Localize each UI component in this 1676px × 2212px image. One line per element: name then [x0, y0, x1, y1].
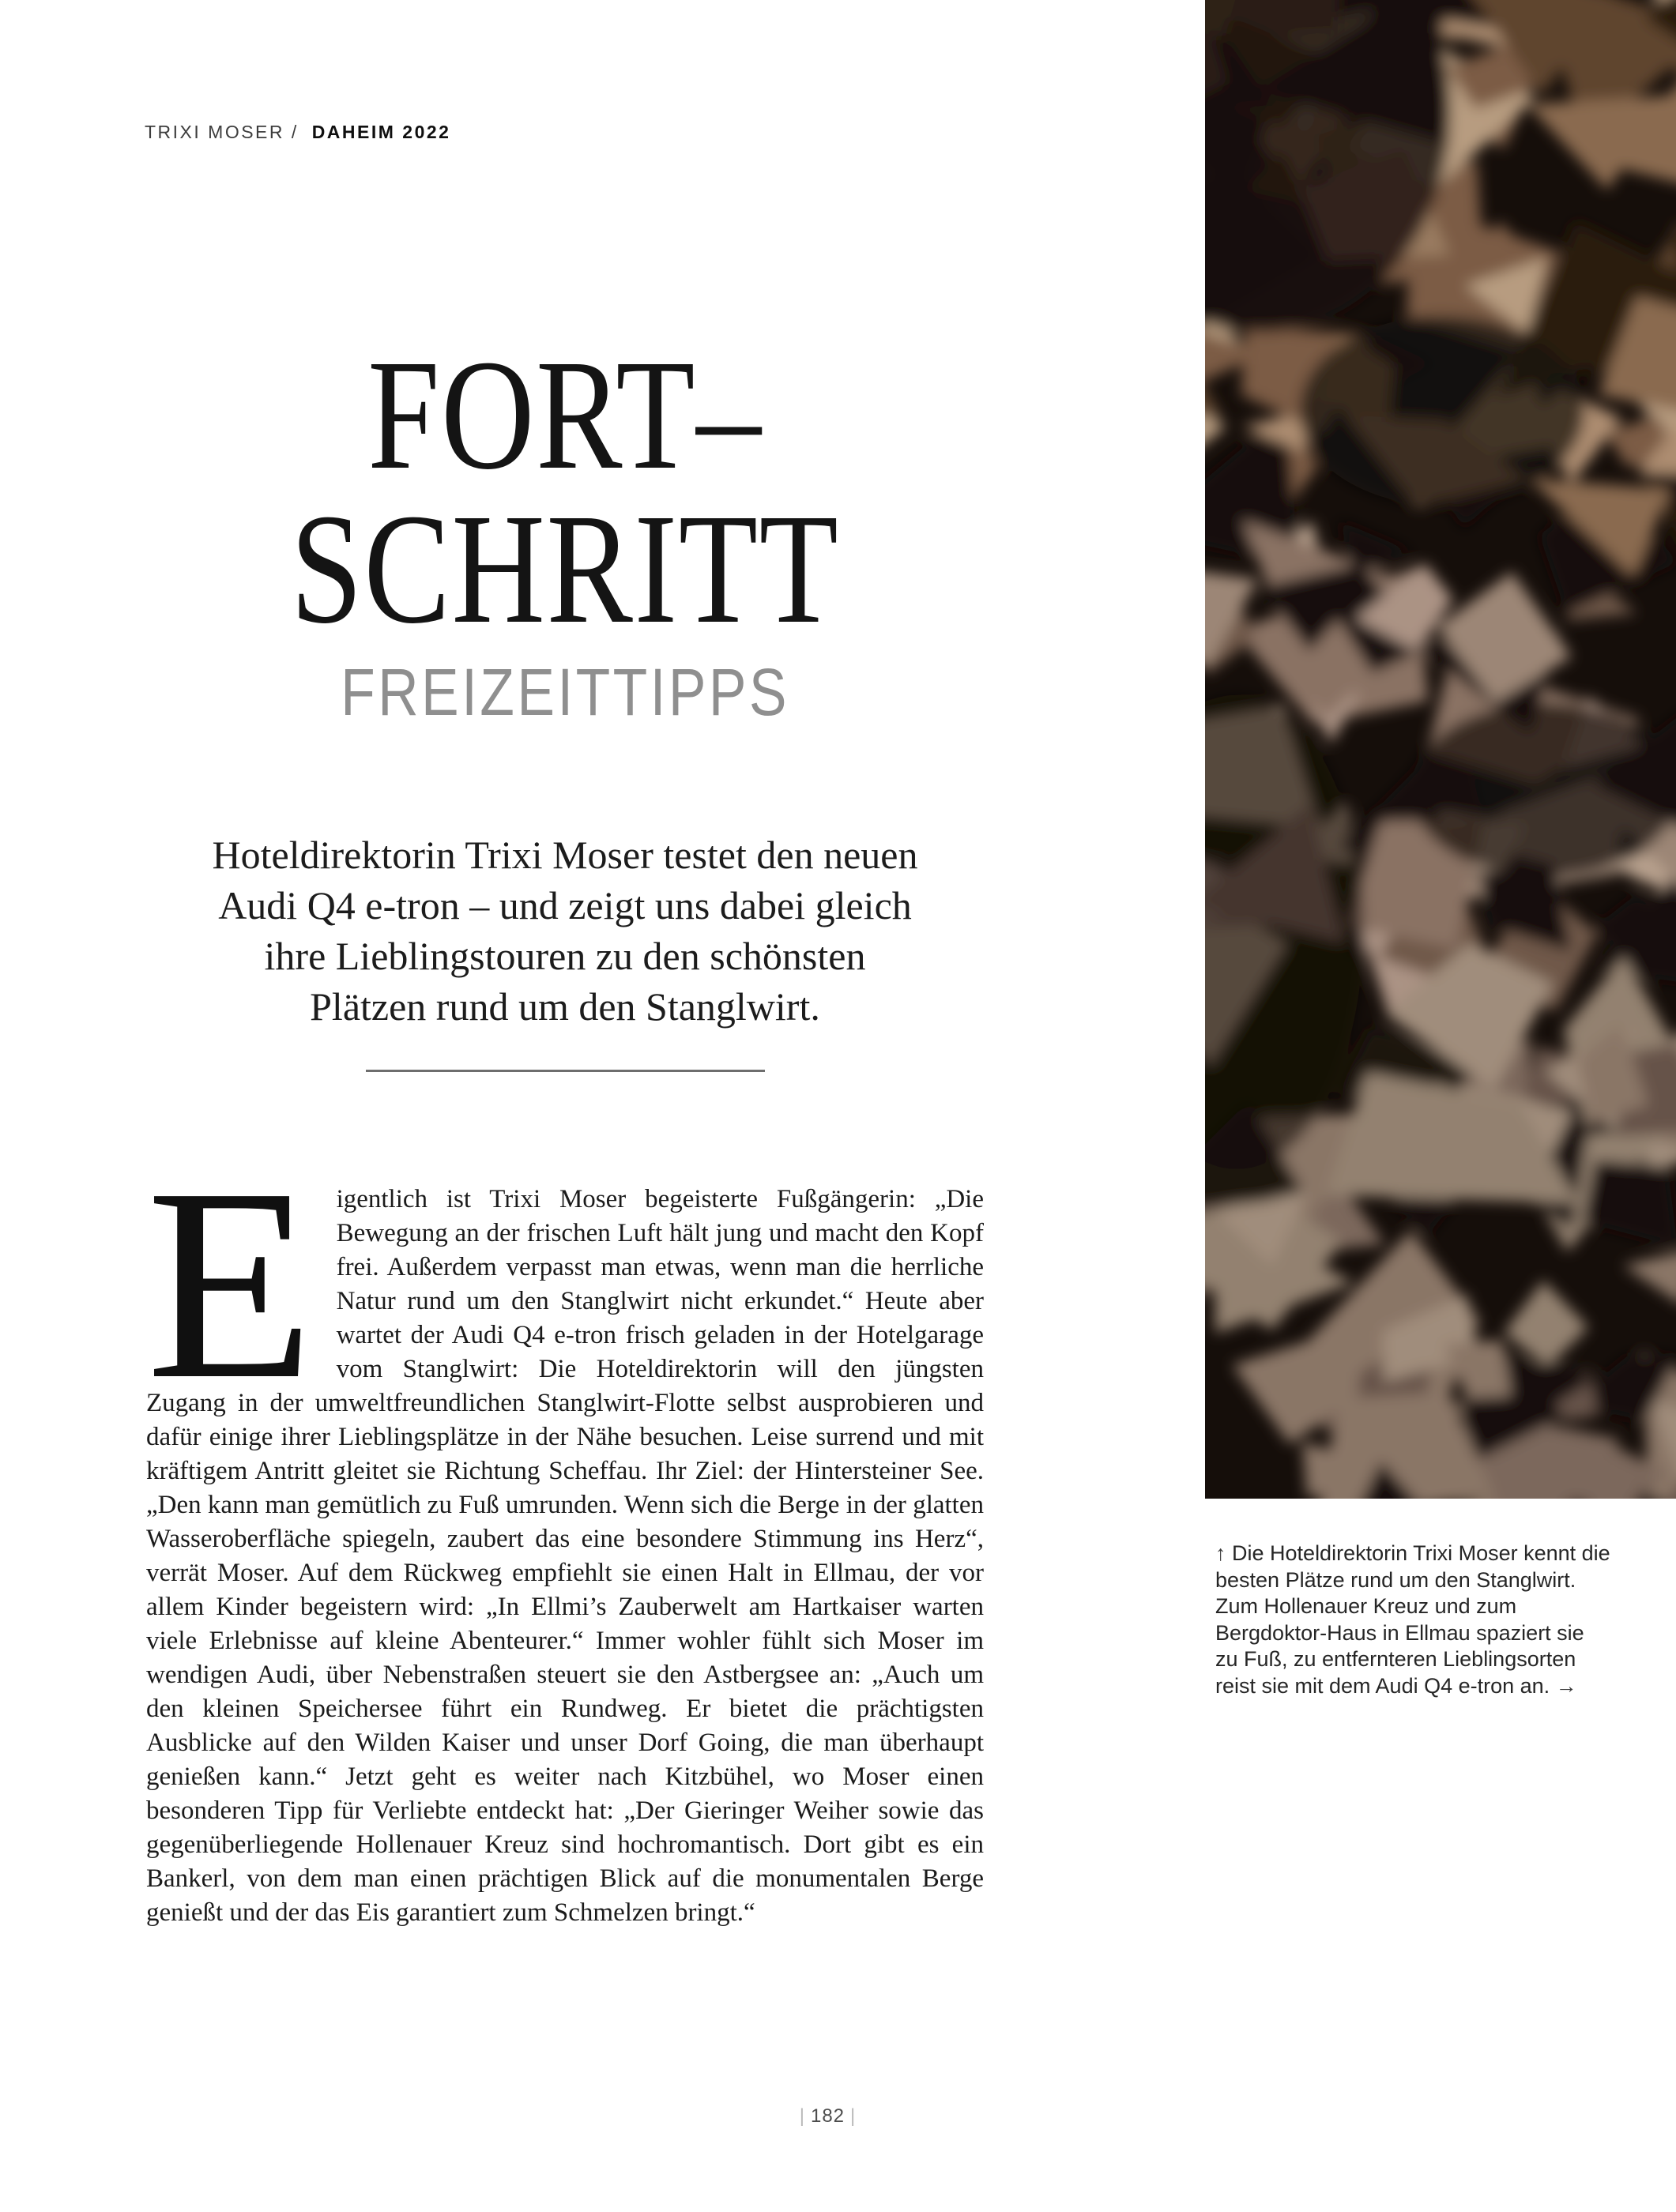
page-header [145, 120, 450, 144]
article-text: igentlich ist Trixi Moser begeisterte Fußgängerin: „Die Bewegung an der frischen Luft hält jung und macht den Kopf frei. Außerdem verpasst man etwas, wenn man die herrliche Natur rund um den Stanglwirt nicht erkundet.“ Heute aber wartet der Audi Q4 e-tron frisch geladen in der Hotelgarage vom Stanglwirt: Die Hoteldirektorin will den jüngsten Zugang in der umweltfreundlichen Stanglwirt-Flotte selbst ausprobieren und dafür einige ihrer Lieblingsplätze in der Nähe besuchen. Leise surrend und mit kräftigem Antritt gleitet sie Richtung Scheffau. Ihr Ziel: der Hintersteiner See. „Den kann man gemütlich zu Fuß umrunden. Wenn sich die Berge in der glatten Wasseroberfläche spiegeln, zaubert das eine besondere Stimmung ins Herz“, verrät Moser. Auf dem Rückweg empfiehlt sie einen Halt in Ellmau, der vor allem Kinder begeistern wird: „In Ellmi’s Zauberwelt am Hartkaiser warten viele Erlebnisse auf kleine Abenteurer.“ Immer wohler fühlt sich Moser im wendigen Audi, über Nebenstraßen steuert sie den Astbergsee an: „Auch um den kleinen Speichersee führt ein Rundweg. Er bietet die prächtigsten Ausblicke auf den Wilden Kaiser und unser Dorf Going, die man überhaupt genießen kann.“ Jetzt geht es weiter nach Kitzbühel, wo Moser einen besonderen Tipp für Verliebte entdeckt hat: „Der Gieringer Weiher sowie das gegenüberliegende Hollenauer Kreuz sind hochromantisch. Dort gibt es ein Bankerl, von dem man einen prächtigen Blick auf die monumentalen Berge genießt und der das Eis garantiert zum Schmelzen bringt.“ [146, 1185, 984, 1927]
page-number [0, 2105, 1655, 2128]
section-divider [366, 1070, 765, 1072]
caption-text: Die Hoteldirektorin Trixi Moser kennt die besten Plätze rund um den Stanglwirt. Zum Hollenauer Kreuz und zum Bergdoktor-Haus in Ellmau spaziert sie zu Fuß, zu entfernteren Lieblingsorten reist sie mit dem Audi Q4 e-tron an. [1215, 1541, 1610, 1698]
article-body [146, 1132, 984, 1930]
intro-line-2: Audi Q4 e-tron – und zeigt uns dabei gleich [218, 883, 912, 927]
intro-line-3: ihre Lieblingstouren zu den schönsten [264, 934, 866, 978]
publication-name: DAHEIM 2022 [311, 122, 451, 142]
drop-cap: E [146, 1132, 314, 1436]
intro-line-4: Plätzen rund um den Stanglwirt. [310, 984, 820, 1029]
author-name: TRIXI MOSER / [145, 122, 299, 142]
article-subtitle: FREIZEITTIPPS [341, 655, 789, 729]
folio-bar-left: | [799, 2105, 805, 2127]
article-title [119, 328, 1011, 656]
intro-paragraph [119, 830, 1011, 1032]
intro-line-1: Hoteldirektorin Trixi Moser testet den neuen [212, 833, 918, 877]
title-line-1: FORT– [367, 328, 763, 502]
folio-number: 182 [810, 2105, 846, 2127]
woodpile-photo [1205, 0, 1676, 1499]
folio-bar-right: | [850, 2105, 857, 2127]
arrow-right-icon: → [1555, 1673, 1577, 1698]
photo-caption [1215, 1540, 1610, 1699]
title-line-2: SCHRITT [290, 482, 840, 656]
title-block [119, 328, 1011, 1072]
woodpile-photo-image [1205, 0, 1676, 1499]
arrow-up-icon: ↑ [1215, 1541, 1226, 1565]
